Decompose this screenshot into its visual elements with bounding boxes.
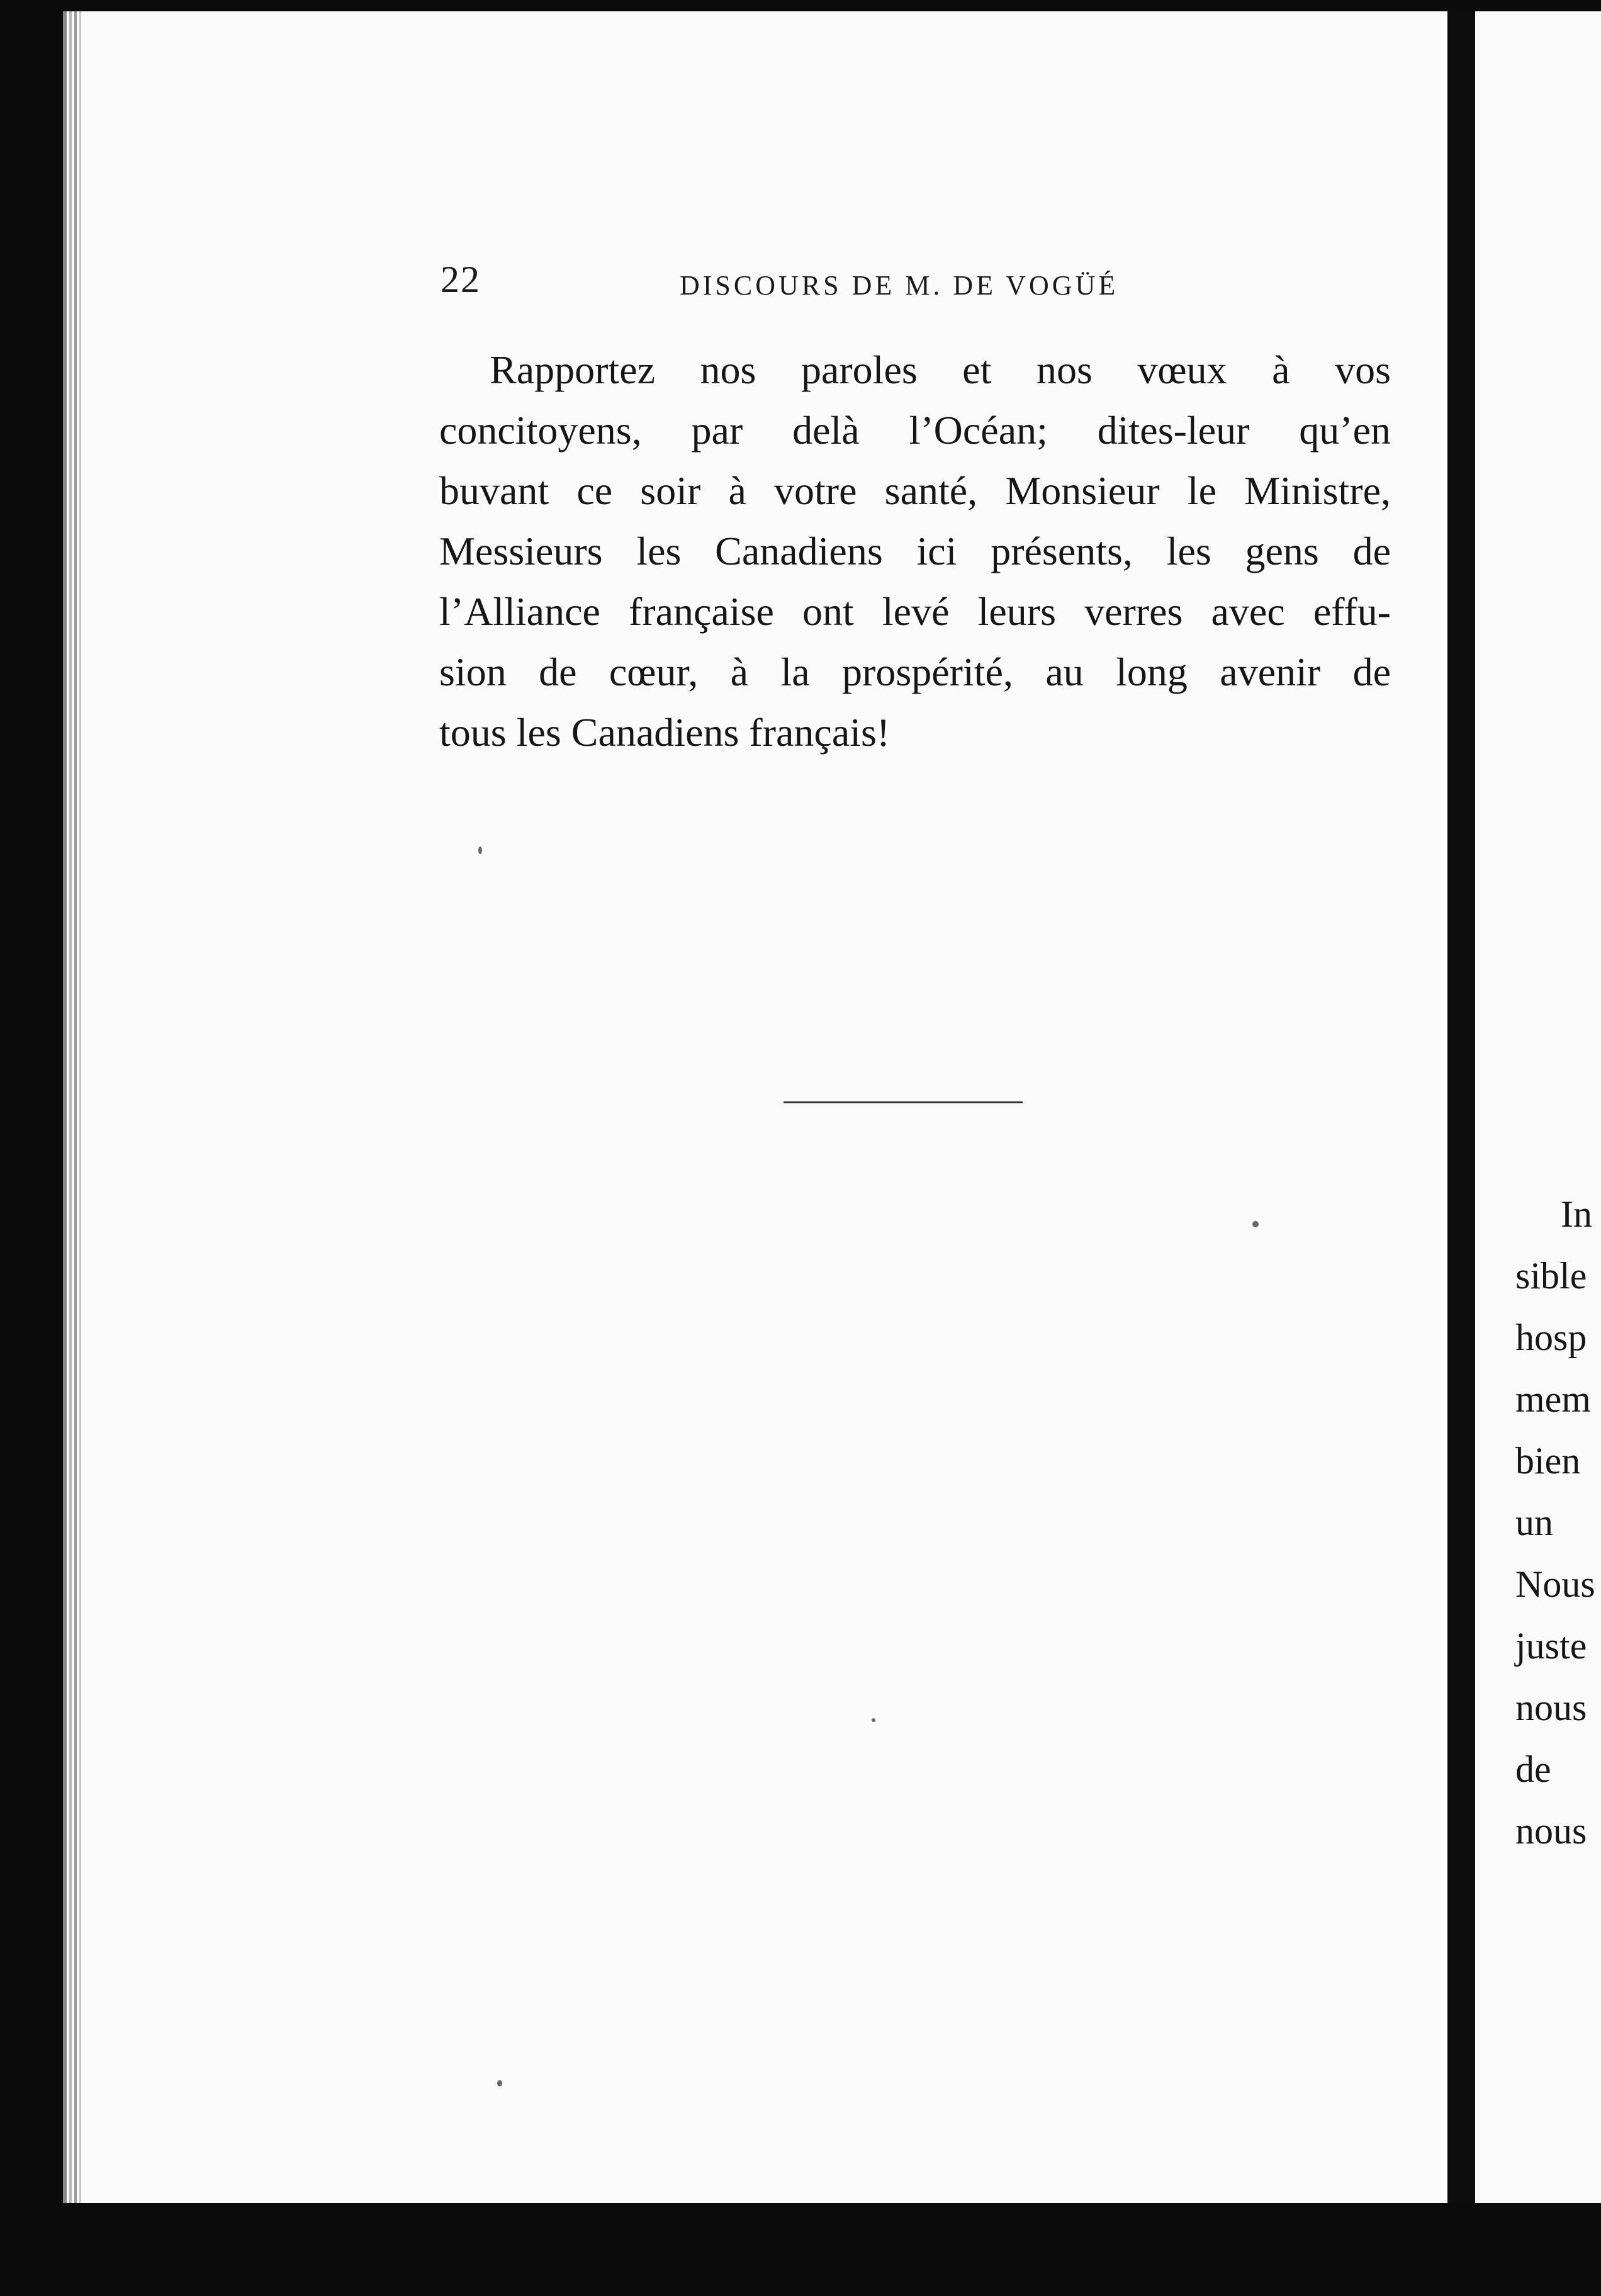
running-head (441, 258, 1259, 334)
facing-line: mem (1515, 1378, 1591, 1420)
paper-speck (497, 2080, 502, 2086)
body-line: l’Alliance française ont levé leurs verres avec effu- (439, 589, 1391, 634)
facing-line: In (1561, 1193, 1592, 1235)
section-divider-rule (784, 1101, 1023, 1103)
body-line: sion de cœur, à la prospérité, au long avenir de (439, 650, 1391, 694)
body-line: tous les Canadiens français! (439, 710, 890, 755)
page-edge (69, 11, 72, 2203)
body-line: buvant ce soir à votre santé, Monsieur le Ministre, (439, 468, 1391, 513)
paper-speck (872, 1718, 875, 1722)
facing-line: de (1515, 1748, 1551, 1790)
paper-speck (1252, 1221, 1259, 1227)
facing-line: juste (1515, 1625, 1587, 1667)
facing-line: nous (1515, 1810, 1587, 1852)
body-line: concitoyens, par delà l’Océan; dites-leur qu’en (439, 408, 1391, 453)
facing-line: sible (1515, 1255, 1587, 1297)
body-line: Rapportez nos paroles et nos vœux à vos (490, 347, 1391, 392)
facing-line: Nous (1515, 1563, 1595, 1605)
page-edge (74, 11, 77, 2203)
facing-page-text (1515, 1183, 1595, 1862)
page-edge (63, 11, 67, 2203)
page-number: 22 (441, 259, 481, 300)
facing-line: un (1515, 1502, 1553, 1543)
running-title: DISCOURS DE M. DE VOGÜÉ (680, 270, 1119, 301)
facing-page (1475, 11, 1601, 2203)
book-gutter (1447, 11, 1475, 2203)
body-paragraph (439, 340, 1391, 763)
facing-line: nous (1515, 1687, 1587, 1728)
facing-line: hosp (1515, 1317, 1587, 1358)
body-line: Messieurs les Canadiens ici présents, les gens de (439, 529, 1391, 573)
paper-speck (478, 847, 482, 854)
facing-line: bien (1515, 1440, 1581, 1482)
scan-border (0, 2203, 1601, 2296)
page-edge (79, 11, 81, 2203)
